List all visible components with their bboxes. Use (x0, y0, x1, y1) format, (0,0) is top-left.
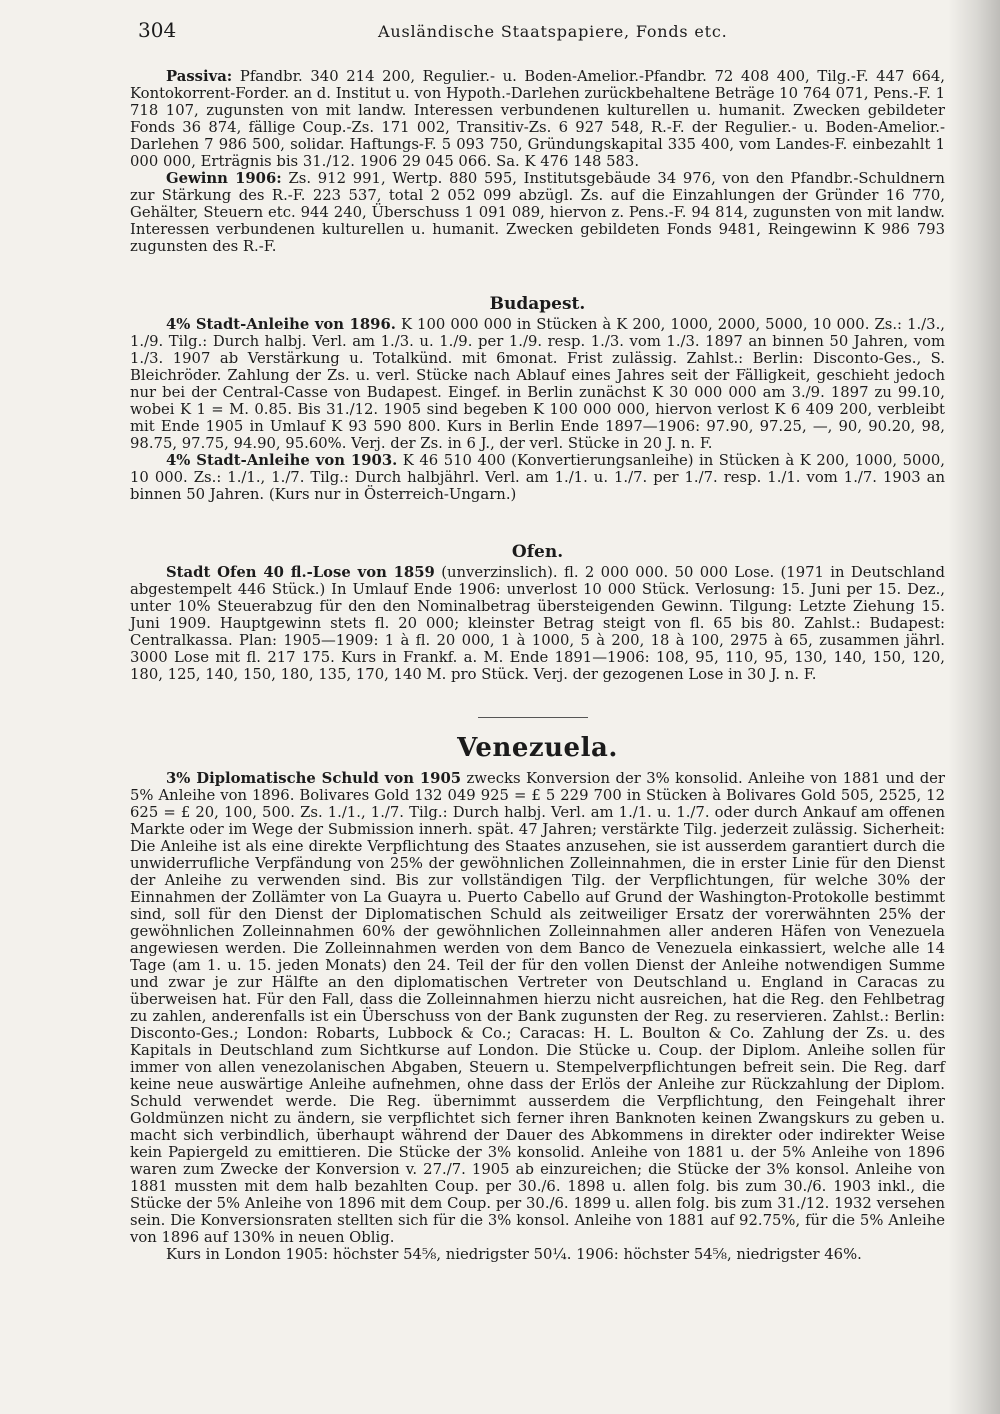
venezuela-debt (130, 770, 945, 1246)
budapest-section (130, 290, 945, 503)
budapest-heading: Budapest. (489, 294, 586, 314)
venezuela-kurs-text: Kurs in London 1905: höchster 54⅝, niedrigster 50¼. 1906: höchster 54⅝, niedrigster 46%. (166, 1246, 862, 1263)
passiva-label: Passiva: (166, 68, 233, 85)
budapest-loan-1903 (130, 452, 945, 503)
ofen-lose-text: (unverzinslich). fl. 2 000 000. 50 000 Lose. (1971 in Deutschland abgestempelt 446 Stück.) In Umlauf Ende 1906: unverlost 10 000 Stück. Verlosung: 15. Juni per 15. Dez., unter 10% Steuerabzug für den den Nominalbetrag übersteigenden Gewinn. Tilgung: Letzte Ziehung 15. Juni 1909. Hauptgewinn stets fl. 20 000; kleinster Betrag steigt von fl. 65 bis 80. Zahlst.: Budapest: Centralkassa. Plan: 1905—1909: 1 à fl. 20 000, 1 à 1000, 5 à 200, 18 à 100, 2975 à 65, zusammen jährl. 3000 Lose mit fl. 217 175. Kurs in Frankf. a. M. Ende 1891—1906: 108, 95, 110, 95, 130, 140, 150, 120, 180, 125, 140, 150, 180, 135, 170, 140 M. pro Stück. Verj. der gezogenen Lose in 30 J. n. F. (130, 564, 945, 683)
ofen-heading: Ofen. (511, 542, 564, 562)
budapest-loan-1896-text: K 100 000 000 in Stücken à K 200, 1000, 2000, 5000, 10 000. Zs.: 1./3., 1./9. Tilg.: Durch halbj. Verl. am 1./3. u. 1./9. per 1./9. resp. 1./3. vom 1./3. 1897 an binnen 50 Jahren, vom 1./3. 1907 ab Verstärkung u. Totalkünd. mit 6monat. Frist zulässig. Zahlst.: Berlin: Disconto-Ges., S. Bleichröder. Zahlung der Zs. u. verl. Stücke nach Ablauf eines Jahres seit der Fälligkeit, geschieht jedoch nur bei der Central-Casse von Budapest. Eingef. in Berlin zunächst K 30 000 000 am 3./9. 1897 zu 99.10, wobei K 1 = M. 0.85. Bis 31./12. 1905 sind begeben K 100 000 000, hiervon verlost K 6 409 200, verbleibt mit Ende 1905 in Umlauf K 93 590 800. Kurs in Berlin Ende 1897—1906: 97.90, 97.25, —, 90, 90.20, 98, 98.75, 97.75, 94.90, 95.60%. Verj. der Zs. in 6 J., der verl. Stücke in 20 J. n. F. (130, 316, 945, 452)
page-header (138, 18, 938, 52)
gewinn-text: Zs. 912 991, Wertp. 880 595, Institutsgebäude 34 976, von den Pfandbr.-Schuldnern zur Stärkung des R.-F. 223 537, total 2 052 099 abzügl. Zs. auf die Einzahlungen der Gründer 16 770, Gehälter, Steuern etc. 944 240, Überschuss 1 091 089, hiervon z. Pens.-F. 94 814, zugunsten von mit landw. Interessen verbundenen kulturellen u. humanit. Zwecken gebildeten Fonds 9481, Reingewinn K 986 793 zugunsten des R.-F. (130, 170, 945, 255)
venezuela-debt-title: 3% Diplomatische Schuld von 1905 (166, 770, 462, 787)
gewinn-label: Gewinn 1906: (166, 170, 282, 187)
ofen-section (130, 538, 945, 683)
passiva-text: Pfandbr. 340 214 200, Regulier.- u. Boden-Amelior.-Pfandbr. 72 408 400, Tilg.-F. 447 664, Kontokorrent-Forder. an d. Institut u. von Hypoth.-Darlehen zurückbehaltene Beträge 10 764 071, Pens.-F. 1 718 107, zugunsten von mit landw. Interessen verbundenen kulturellen u. humanit. Zwecken gebildeter Fonds 36 874, fällige Coup.-Zs. 171 002, Transitiv-Zs. 6 927 548, R.-F. der Regulier.- u. Boden-Amelior.-Darlehen 7 986 500, solidar. Haftungs-F. 5 093 750, Gründungskapital 335 400, vom Landes-F. einbezahlt 1 000 000, Erträgnis bis 31./12. 1906 29 045 066. Sa. K 476 148 583. (130, 68, 945, 170)
institute-section (130, 68, 945, 255)
budapest-loan-1896 (130, 316, 945, 452)
budapest-loan-1903-text: K 46 510 400 (Konvertierungsanleihe) in Stücken à K 200, 1000, 5000, 10 000. Zs.: 1./1., 1./7. Tilg.: Durch halbjährl. Verl. am 1./1. u. 1./7. per 1./7. resp. 1./1. vom 1./7. 1903 an binnen 50 Jahren. (Kurs nur in Österreich-Ungarn.) (130, 452, 945, 503)
venezuela-kurs (130, 1246, 945, 1263)
running-head: Ausländische Staatspapiere, Fonds etc. (378, 22, 728, 41)
country-heading-venezuela: Venezuela. (457, 733, 618, 763)
page-number: 304 (138, 18, 177, 42)
budapest-loan-1896-title: 4% Stadt-Anleihe von 1896. (166, 316, 396, 333)
passiva-paragraph (130, 68, 945, 170)
budapest-loan-1903-title: 4% Stadt-Anleihe von 1903. (166, 452, 398, 469)
ofen-lose-title: Stadt Ofen 40 fl.-Lose von 1859 (166, 564, 435, 581)
venezuela-debt-text: zwecks Konversion der 3% konsolid. Anleihe von 1881 und der 5% Anleihe von 1896. Bolivares Gold 132 049 925 = £ 5 229 700 in Stücken à Bolivares Gold 505, 2525, 12 625 = £ 20, 100, 500. Zs. 1./1., 1./7. Tilg.: Durch halbj. Verl. am 1./1. u. 1./7. oder durch Ankauf am offenen Markte oder im Wege der Submission innerh. spät. 47 Jahren; verstärkte Tilg. jederzeit zulässig. Sicherheit: Die Anleihe ist als eine direkte Verpflichtung des Staates anzusehen, sie ist ausserdem garantiert durch die unwiderrufliche Verpfändung von 25% der gewöhnlichen Zolleinnahmen, die in erster Linie für den Dienst der Anleihe zu verwenden sind. Bis zur vollständigen Tilg. der Verpflichtungen, für welche 30% der Einnahmen der Zollämter von La Guayra u. Puerto Cabello auf Grund der Washington-Protokolle bestimmt sind, soll für den Dienst der Diplomatischen Schuld als zeitweiliger Ersatz der vorerwähnten 25% der gewöhnlichen Zolleinnahmen 60% der gewöhnlichen Zolleinnahmen aller anderen Häfen von Venezuela angewiesen werden. Die Zolleinnahmen werden von dem Banco de Venezuela einkassiert, welche alle 14 Tage (am 1. u. 15. jeden Monats) den 24. Teil der für den vollen Dienst der Anleihe notwendigen Summe und zwar je zur Hälfte an den diplomatischen Vertreter von Deutschland u. England in Caracas zu überweisen hat. Für den Fall, dass die Zolleinnahmen hierzu nicht ausreichen, hat die Reg. den Fehlbetrag zu zahlen, anderenfalls ist ein Überschuss von der Bank zugunsten der Reg. zu reservieren. Zahlst.: Berlin: Disconto-Ges.; London: Robarts, Lubbock & Co.; Caracas: H. L. Boulton & Co. Zahlung der Zs. u. des Kapitals in Deutschland zum Sichtkurse auf London. Die Stücke u. Coup. der Diplom. Anleihe sollen für immer von allen venezolanischen Abgaben, Steuern u. Stempelverpflichtungen befreit sein. Die Reg. darf keine neue auswärtige Anleihe aufnehmen, ohne dass der Erlös der Anleihe zur Rückzahlung der Diplom. Schuld verwendet werde. Die Reg. übernimmt ausserdem die Verpflichtung, den Feingehalt ihrer Goldmünzen nicht zu ändern, sie verpflichtet sich ferner ihren Banknoten keinen Zwangskurs zu geben u. macht sich verbindlich, überhaupt während der Dauer des Abkommens in direkter oder indirekter Weise kein Papiergeld zu emittieren. Die Stücke der 3% konsolid. Anleihe von 1881 u. der 5% Anleihe von 1896 waren zum Zwecke der Konversion v. 27./7. 1905 ab einzureichen; die Stücke der 3% konsol. Anleihe von 1881 mussten mit dem halb bezahlten Coup. per 30./6. 1898 u. allen folg. bis zum 30./6. 1903 inkl., die Stücke der 5% Anleihe von 1896 mit dem Coup. per 30./6. 1899 u. allen folg. bis zum 31./12. 1932 versehen sein. Die Konversionsraten stellten sich für die 3% konsol. Anleihe von 1881 auf 92.75%, für die 5% Anleihe von 1896 auf 130% in neuen Oblig. (130, 770, 945, 1246)
venezuela-section (130, 770, 945, 1263)
section-divider (478, 717, 588, 718)
gewinn-paragraph (130, 170, 945, 255)
ofen-lose (130, 564, 945, 683)
